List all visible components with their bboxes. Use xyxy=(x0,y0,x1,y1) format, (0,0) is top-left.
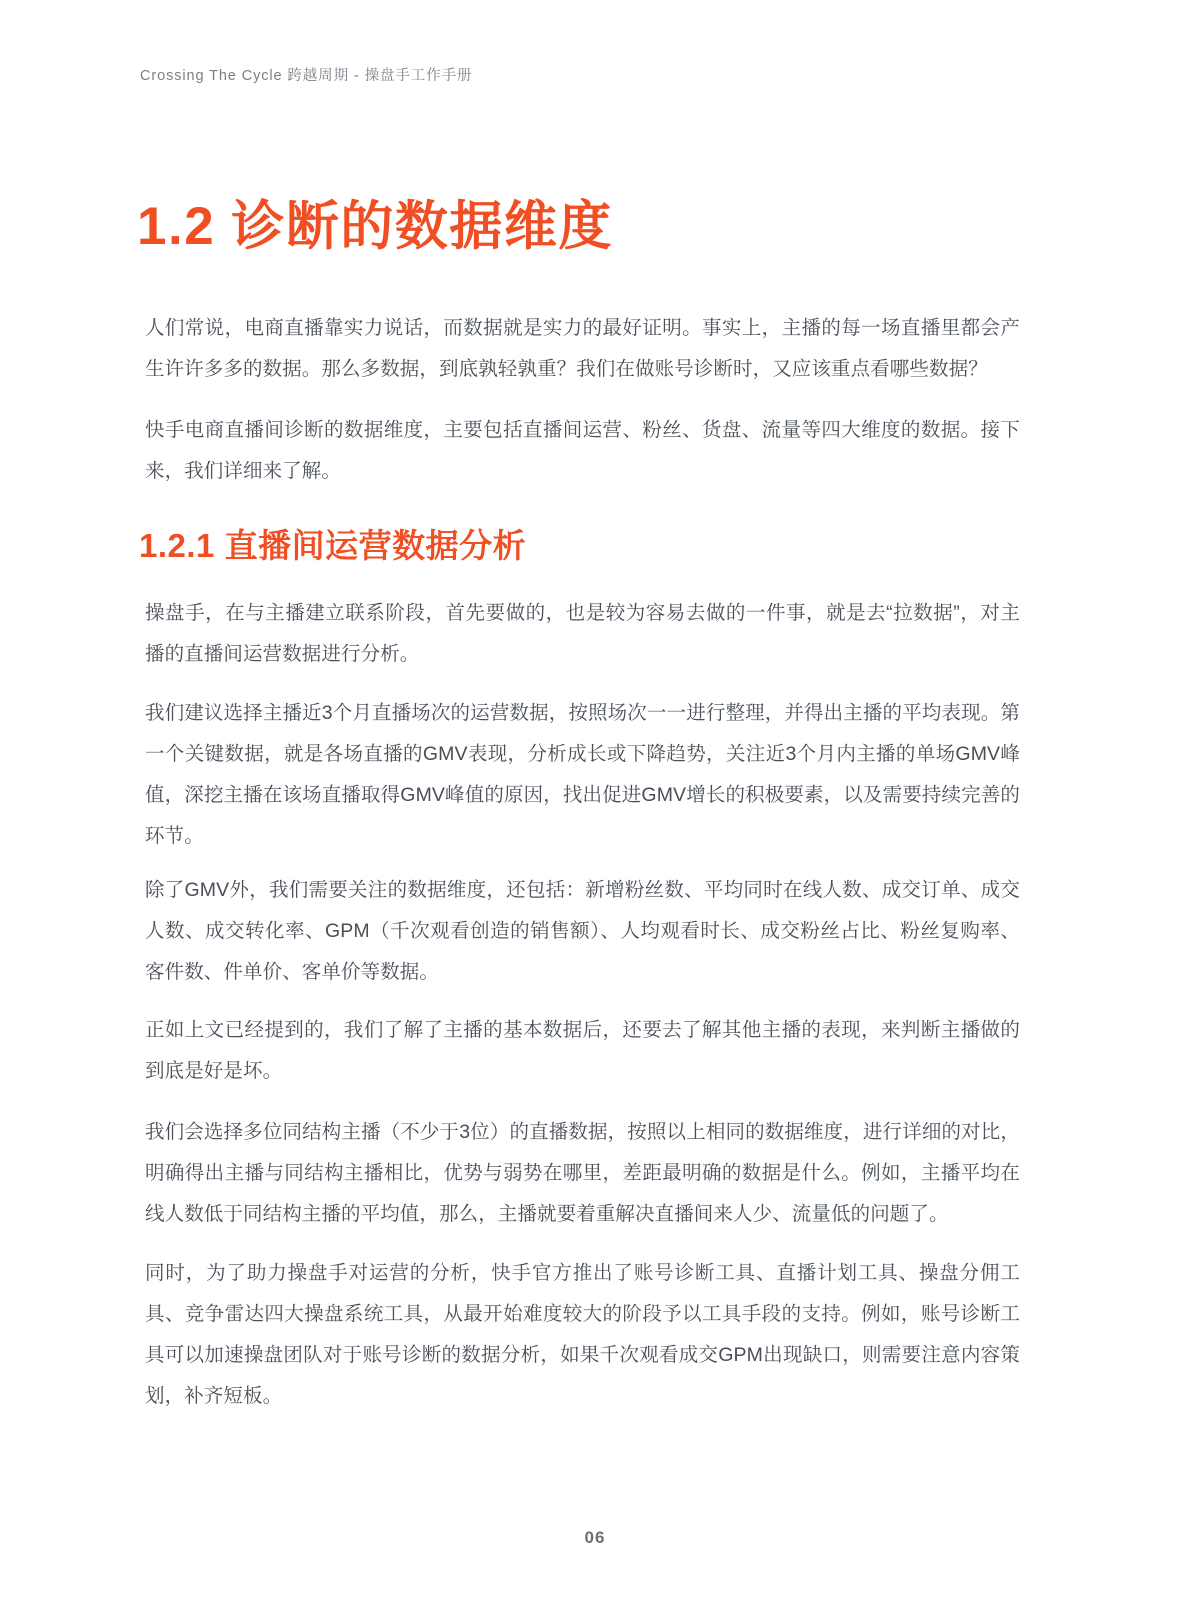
section-title: 1.2.1 直播间运营数据分析 xyxy=(139,527,527,565)
chapter-title: 1.2 诊断的数据维度 xyxy=(137,196,613,256)
body-paragraph-2: 快手电商直播间诊断的数据维度，主要包括直播间运营、粉丝、货盘、流量等四大维度的数据。接下来，我们详细来了解。 xyxy=(145,418,1020,482)
body-paragraph-7: 我们会选择多位同结构主播（不少于3位）的直播数据，按照以上相同的数据维度，进行详细的对比，明确得出主播与同结构主播相比，优势与弱势在哪里，差距最明确的数据是什么。例如，主播平均在线人数低于同结构主播的平均值，那么，主播就要着重解决直播间来人少、流量低的问题了。 xyxy=(145,1120,1020,1225)
body-paragraph-8: 同时，为了助力操盘手对运营的分析，快手官方推出了账号诊断工具、直播计划工具、操盘分佣工具、竞争雷达四大操盘系统工具，从最开始难度较大的阶段予以工具手段的支持。例如，账号诊断工具可以加速操盘团队对于账号诊断的数据分析，如果千次观看成交GPM出现缺口，则需要注意内容策划，补齐短板。 xyxy=(145,1261,1020,1407)
running-header: Crossing The Cycle 跨越周期 - 操盘手工作手册 xyxy=(140,68,473,84)
body-paragraph-4: 我们建议选择主播近3个月直播场次的运营数据，按照场次一一进行整理，并得出主播的平均表现。第一个关键数据，就是各场直播的GMV表现，分析成长或下降趋势，关注近3个月内主播的单场GMV峰值，深挖主播在该场直播取得GMV峰值的原因，找出促进GMV增长的积极要素，以及需要持续完善的环节。 xyxy=(145,701,1020,847)
page-number: 06 xyxy=(584,1528,606,1547)
body-paragraph-6: 正如上文已经提到的，我们了解了主播的基本数据后，还要去了解其他主播的表现，来判断主播做的到底是好是坏。 xyxy=(145,1018,1020,1082)
body-paragraph-1: 人们常说，电商直播靠实力说话，而数据就是实力的最好证明。事实上，主播的每一场直播里都会产生许许多多的数据。那么多数据，到底孰轻孰重？我们在做账号诊断时，又应该重点看哪些数据？ xyxy=(145,316,1020,380)
body-paragraph-5: 除了GMV外，我们需要关注的数据维度，还包括：新增粉丝数、平均同时在线人数、成交订单、成交人数、成交转化率、GPM（千次观看创造的销售额）、人均观看时长、成交粉丝占比、粉丝复购率、客件数、件单价、客单价等数据。 xyxy=(145,878,1020,983)
body-paragraph-3: 操盘手，在与主播建立联系阶段，首先要做的，也是较为容易去做的一件事，就是去“拉数据”，对主播的直播间运营数据进行分析。 xyxy=(145,601,1020,665)
